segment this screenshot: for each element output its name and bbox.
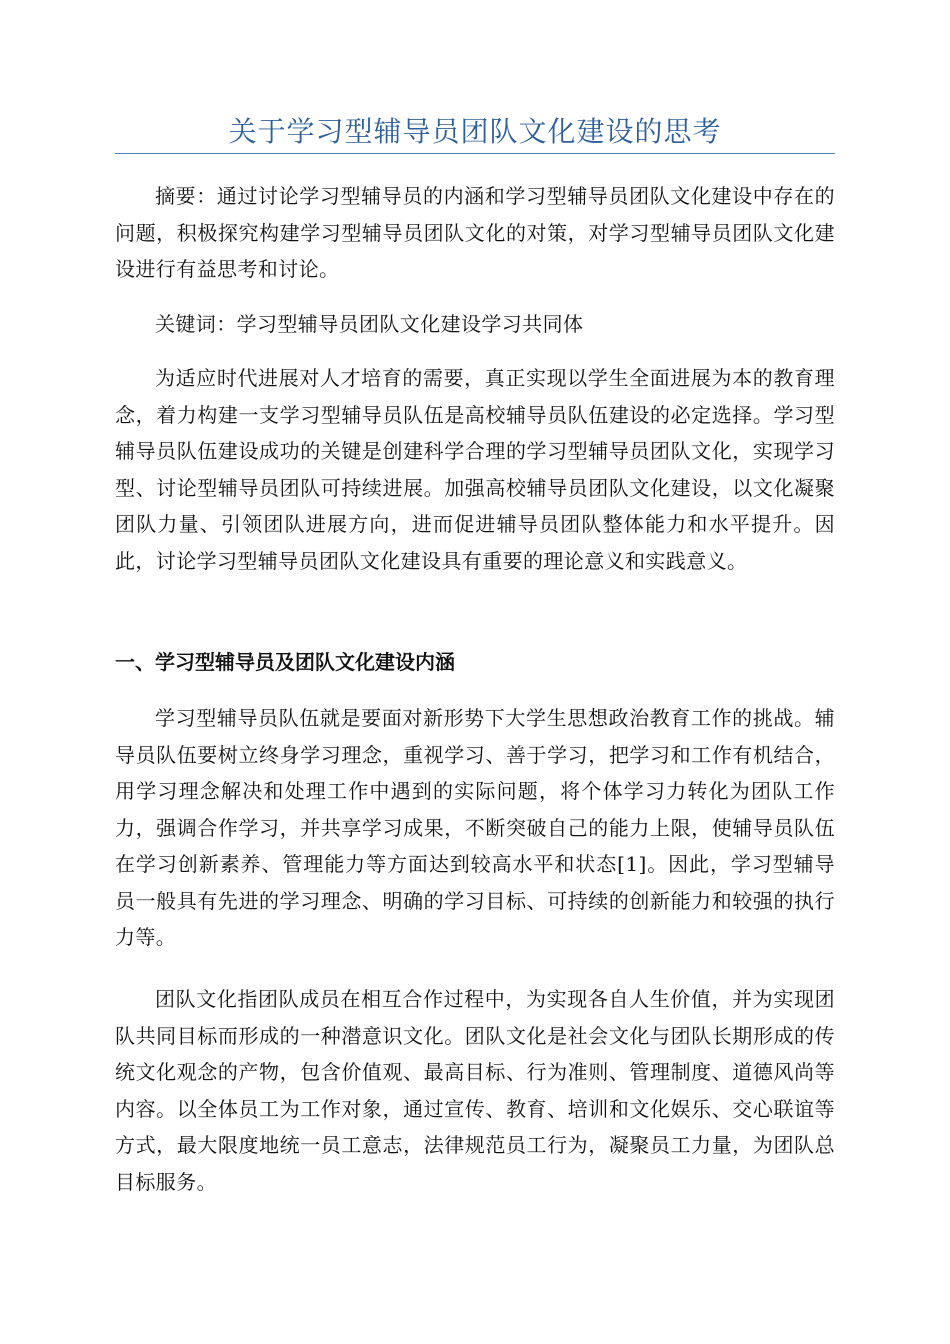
keywords-paragraph: 关键词：学习型辅导员团队文化建设学习共同体: [155, 312, 584, 336]
title-underline: [115, 153, 835, 154]
body-paragraph-team-culture: 团队文化指团队成员在相互合作过程中，为实现各自人生价值，并为实现团队共同目标而形成的一种潜意识文化。团队文化是社会文化与团队长期形成的传统文化观念的产物，包含价值观、最高目标、行为准则、管理制度、道德风尚等内容。以全体员工为工作对象，通过宣传、教育、培训和文化娱乐、交心联谊等方式，最大限度地统一员工意志，法律规范员工行为，凝聚员工力量，为团队总目标服务。: [115, 987, 835, 1194]
body-paragraph-learning-counselor: 学习型辅导员队伍就是要面对新形势下大学生思想政治教育工作的挑战。辅导员队伍要树立终身学习理念，重视学习、善于学习，把学习和工作有机结合，用学习理念解决和处理工作中遇到的实际问题，将个体学习力转化为团队工作力，强调合作学习，并共享学习成果，不断突破自己的能力上限，使辅导员队伍在学习创新素养、管理能力等方面达到较高水平和状态[1]。因此，学习型辅导员一般具有先进的学习理念、明确的学习目标、可持续的创新能力和较强的执行力等。: [115, 706, 835, 949]
page-title: 关于学习型辅导员团队文化建设的思考: [228, 115, 722, 148]
intro-paragraph: 为适应时代进展对人才培育的需要，真正实现以学生全面进展为本的教育理念，着力构建一支学习型辅导员队伍是高校辅导员队伍建设的必定选择。学习型辅导员队伍建设成功的关键是创建科学合理的学习型辅导员团队文化，实现学习型、讨论型辅导员团队可持续进展。加强高校辅导员团队文化建设，以文化凝聚团队力量、引领团队进展方向，进而促进辅导员团队整体能力和水平提升。因此，讨论学习型辅导员团队文化建设具有重要的理论意义和实践意义。: [115, 366, 835, 573]
abstract-paragraph: 摘要：通过讨论学习型辅导员的内涵和学习型辅导员团队文化建设中存在的问题，积极探究构建学习型辅导员团队文化的对策，对学习型辅导员团队文化建设进行有益思考和讨论。: [115, 184, 835, 281]
section-heading: 一、学习型辅导员及团队文化建设内涵: [115, 650, 455, 674]
